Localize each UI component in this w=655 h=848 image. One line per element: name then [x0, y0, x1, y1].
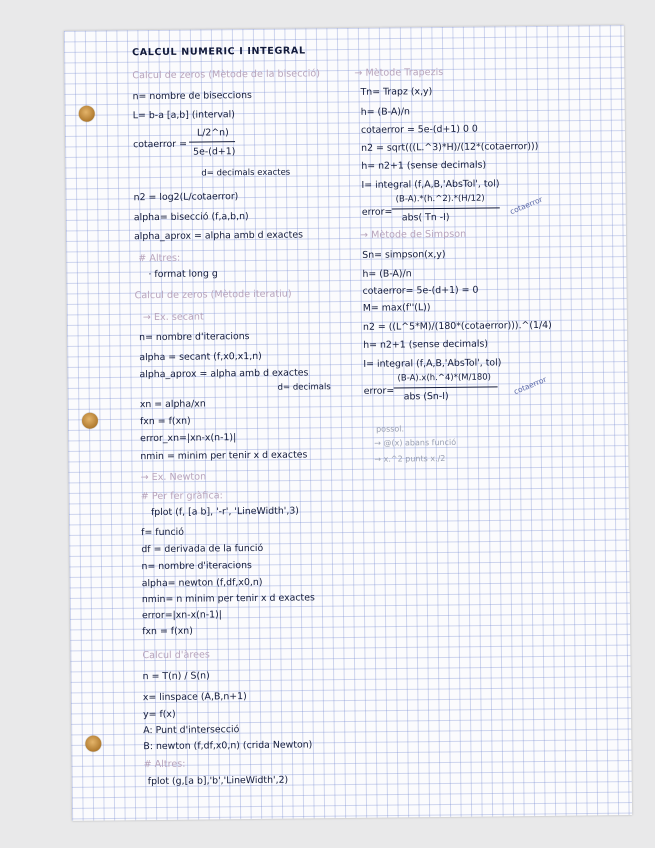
- note-line: # Altres:: [143, 758, 186, 771]
- fraction-denominator: 5e-(d+1): [193, 146, 236, 158]
- note-line: x= linspace (A,B,n+1): [142, 691, 247, 704]
- note-line: · format long g: [148, 268, 218, 281]
- note-line: M= max(f''(L)): [362, 302, 431, 314]
- note-line: xn = alpha/xn: [139, 398, 206, 411]
- pencil-note: → @(x) abans funció: [374, 437, 457, 448]
- note-line: f= funció: [141, 526, 185, 539]
- pencil-note: → x.^2 punts x./2: [374, 453, 446, 464]
- note-line: L= b-a [a,b] (interval): [132, 109, 235, 122]
- heading-areas: Calcul d'àrees: [142, 649, 210, 662]
- fraction-denominator: abs (Sn-I): [403, 390, 449, 403]
- note-line: error=: [363, 385, 395, 397]
- note-line: n= nombre d'iteracions: [139, 331, 250, 344]
- note-line: n= nombre d'iteracions: [141, 560, 252, 573]
- note-line: fplot (g,[a b],'b','LineWidth',2): [147, 774, 289, 788]
- fraction-numerator: (B-A).x(h.^4)*(M/180): [397, 372, 492, 384]
- note-line: Sn= simpson(x,y): [362, 248, 446, 261]
- note-line: # Per fer gràfica:: [140, 490, 223, 503]
- note-line: A: Punt d'intersecció: [143, 724, 240, 737]
- binder-hole: [85, 736, 101, 752]
- fraction-numerator: (B-A).*(h.^2).*(H/12): [395, 193, 485, 205]
- heading-bisection: Calcul de zeros (Mètode de la bisecció): [132, 68, 321, 82]
- heading-simpson: → Mètode de Simpson: [359, 228, 467, 241]
- note-line: alpha= bisecció (f,a,b,n): [133, 211, 249, 224]
- note-line: df = derivada de la funció: [141, 542, 264, 556]
- note-line: nmin= n minim per tenir x d exactes: [141, 592, 315, 606]
- note-line: h= n2+1 (sense decimals): [363, 338, 489, 351]
- note-line: h= n2+1 (sense decimals): [361, 159, 487, 172]
- note-line: y= f(x): [142, 708, 176, 721]
- note-line: error_xn=|xn-x(n-1)|: [140, 432, 237, 445]
- note-line: n2 = sqrt(((L.^3)*H)/(12*(cotaerror))): [361, 140, 539, 154]
- note-line: alpha = secant (f,x0,x1,n): [139, 350, 262, 364]
- pencil-note: possol.: [376, 424, 405, 434]
- binder-hole: [82, 413, 98, 429]
- note-line: n = T(n) / S(n): [142, 670, 210, 683]
- note-line: d= decimals: [277, 382, 331, 393]
- note-line: Tn= Trapz (x,y): [360, 86, 433, 98]
- note-line: h= (B-A)/n: [360, 106, 411, 118]
- note-line: fplot (f, [a b], '-r', 'LineWidth',3): [150, 505, 299, 519]
- note-line: fxn = f(xn): [139, 415, 191, 428]
- note-line: fxn = f(xn): [142, 625, 193, 638]
- note-line: n2 = log2(L/cotaerror): [133, 191, 239, 204]
- fraction-bar: [189, 141, 235, 142]
- note-line: I= integral (f,A,B,'AbsTol', tol): [363, 357, 502, 370]
- note-line: cotaerror =: [133, 138, 187, 151]
- note-line: alpha_aprox = alpha amb d exactes: [139, 367, 309, 381]
- subheading-secant: → Ex. secant: [142, 311, 204, 324]
- fraction-numerator: L/2^n): [196, 127, 229, 139]
- heading-trapezis: → Mètode Trapezis: [354, 66, 444, 79]
- note-line: cotaerror= 5e-(d+1) = 0: [362, 284, 479, 297]
- note-line: h= (B-A)/n: [362, 268, 412, 280]
- notebook-page: [64, 25, 632, 821]
- heading-iterative: Calcul de zeros (Mètode iteratiu): [134, 288, 292, 302]
- note-line: error=: [361, 206, 393, 218]
- note-line: alpha_aprox = alpha amb d exactes: [133, 229, 304, 243]
- note-line: alpha= newton (f,df,x0,n): [141, 576, 263, 590]
- fraction-bar: [392, 207, 500, 209]
- page-title: CALCUL NUMERIC I INTEGRAL: [132, 45, 306, 59]
- note-line: nmin = minim per tenir x d exactes: [140, 449, 308, 463]
- note-line: n2 = ((L^5*M)/(180*(cotaerror))).^(1/4): [362, 319, 552, 333]
- fraction-denominator: abs( Tn -I): [401, 211, 450, 224]
- note-line: B: newton (f,df,x0,n) (crida Newton): [143, 739, 313, 753]
- note-line: n= nombre de biseccions: [132, 89, 252, 103]
- note-line: I= integral (f,A,B,'AbsTol', tol): [361, 178, 500, 191]
- note-line: # Altres:: [138, 252, 181, 265]
- note-line: cotaerror = 5e-(d+1) 0 0: [360, 123, 478, 136]
- margin-note: cotaerror: [508, 194, 544, 217]
- binder-hole: [79, 106, 95, 122]
- subheading-newton: → Ex. Newton: [140, 471, 207, 484]
- margin-note: cotaerror: [512, 374, 548, 397]
- note-line: error=|xn-x(n-1)|: [141, 609, 222, 622]
- fraction-bar: [394, 386, 498, 388]
- note-line: d= decimals exactes: [201, 167, 291, 179]
